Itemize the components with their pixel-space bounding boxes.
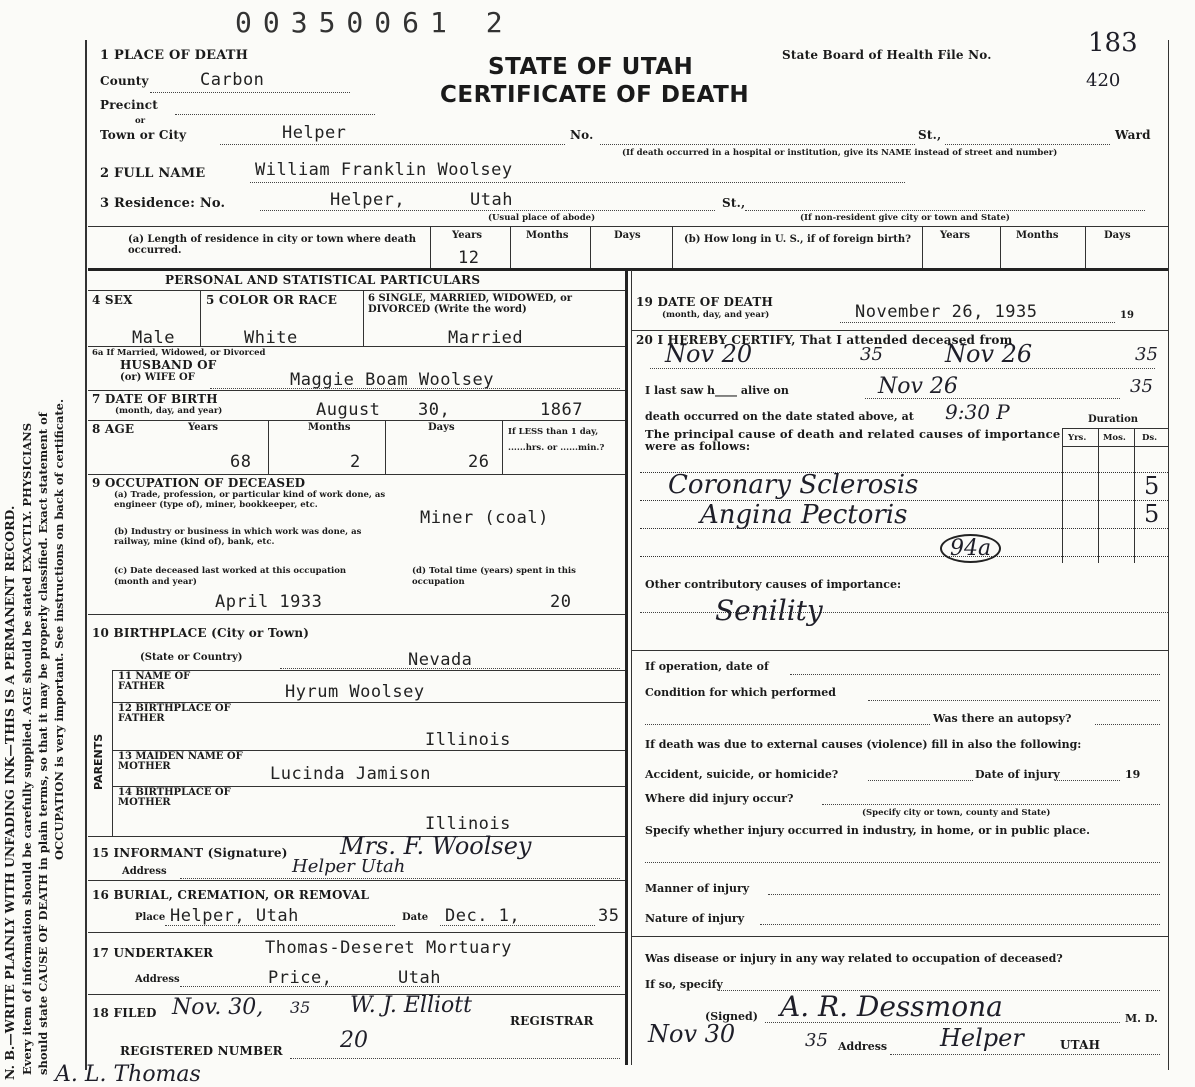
sidebar-line-1: N. B.—WRITE PLAINLY WITH UNFADING INK—THIS IS A PERMANENT RECORD. — [2, 505, 17, 1080]
signed-year: 35 — [805, 1030, 828, 1051]
state-title: STATE OF UTAH — [488, 54, 694, 80]
filed-year: 35 — [290, 998, 311, 1017]
burial-place-label: Place — [135, 912, 166, 923]
injury-where-label: Where did injury occur? — [645, 792, 794, 805]
informant-signature: Mrs. F. Woolsey — [340, 832, 532, 860]
reg-number-label: REGISTERED NUMBER — [120, 1044, 283, 1058]
attended-from-year: 35 — [860, 344, 883, 365]
burial-year-value: 35 — [598, 906, 620, 926]
dod-label: 19 DATE OF DEATH — [636, 295, 774, 309]
father-bp-value: Illinois — [425, 730, 511, 750]
us-days-label: Days — [1104, 230, 1131, 241]
undertaker-value: Thomas-Deseret Mortuary — [265, 938, 512, 958]
burial-place-value: Helper, Utah — [170, 906, 299, 926]
spouse-value: Maggie Boam Woolsey — [290, 370, 494, 390]
file-number-2: 420 — [1086, 70, 1121, 91]
burial-date-label: Date — [402, 912, 429, 923]
mos-label: Mos. — [1103, 433, 1126, 443]
county-label: County — [100, 74, 149, 88]
filed-label: 18 FILED — [92, 1006, 157, 1020]
md-label: M. D. — [1125, 1012, 1158, 1025]
duration-label: Duration — [1088, 414, 1139, 425]
signed-date: Nov 30 — [648, 1020, 736, 1048]
full-name-value: William Franklin Woolsey — [255, 160, 513, 180]
occupation-a: (a) Trade, profession, or particular kind of work done, as engineer (type of), miner, bookkeeper, etc. — [114, 490, 386, 510]
town-value: Helper — [282, 123, 347, 143]
mother-bp-value: Illinois — [425, 814, 511, 834]
undertaker-state: Utah — [398, 968, 441, 988]
full-name-label: 2 FULL NAME — [100, 166, 206, 181]
cause-2-days: 5 — [1144, 500, 1160, 528]
dod-suffix: 19 — [1120, 310, 1134, 321]
county-value: Carbon — [200, 70, 265, 90]
res-years-value: 12 — [458, 248, 480, 268]
occupation-d: (d) Total time (years) spent in this occupation — [412, 566, 576, 587]
informant-address: Helper Utah — [292, 856, 406, 877]
length-residence-label: (a) Length of residence in city or town where death occurred. — [128, 234, 417, 256]
res-days-label: Days — [614, 230, 641, 241]
file-label: State Board of Health File No. — [782, 48, 992, 62]
nonres-note: (If non-resident give city or town and State) — [800, 213, 1010, 223]
ward-label: Ward — [1115, 128, 1151, 142]
marital-value: Married — [448, 328, 524, 348]
reg-number-value: 20 — [340, 1028, 368, 1053]
informant-label: 15 INFORMANT (Signature) — [92, 846, 288, 860]
manner-label: Manner of injury — [645, 882, 750, 895]
injury-year: 19 — [1125, 768, 1141, 781]
mother-bp-label: 14 BIRTHPLACE OF MOTHER — [118, 787, 231, 808]
yrs-label: Yrs. — [1068, 433, 1087, 443]
mother-value: Lucinda Jamison — [270, 764, 432, 784]
sidebar-line-3: should state CAUSE OF DEATH in plain terms, so that it may be properly classified. Exact statement of — [36, 412, 50, 1075]
nature-label: Nature of injury — [645, 912, 745, 925]
dob-sub: (month, day, and year) — [115, 406, 223, 416]
undertaker-label: 17 UNDERTAKER — [92, 946, 214, 960]
death-time-value: 9:30 P — [945, 400, 1010, 424]
age-days-value: 26 — [468, 452, 490, 472]
attended-to-year: 35 — [1135, 344, 1158, 365]
cause-2: Angina Pectoris — [700, 500, 908, 530]
marital-label: 6 SINGLE, MARRIED, WIDOWED, or DIVORCED (Write the word) — [368, 293, 573, 315]
sidebar-line-4: OCCUPATION is very important. See instructions on back of certificate. — [52, 399, 66, 860]
ds-label: Ds. — [1142, 433, 1158, 443]
birthplace-label: 10 BIRTHPLACE (City or Town) — [92, 626, 310, 640]
cause-1: Coronary Sclerosis — [668, 470, 919, 500]
occupation-b: (b) Industry or business in which work was done, as railway, mine (kind of), bank, etc. — [114, 527, 362, 547]
age-less-label: If LESS than 1 day, ......hrs. or ......min.? — [508, 427, 605, 453]
injury-date-label: Date of injury — [975, 768, 1060, 781]
burial-date-value: Dec. 1, — [445, 906, 521, 926]
residence-city: Helper, — [330, 190, 406, 210]
residence-st-label: St., — [722, 196, 746, 210]
informant-address-label: Address — [122, 866, 167, 877]
file-number: 183 — [1088, 28, 1138, 58]
occupation-label: 9 OCCUPATION OF DECEASED — [92, 476, 306, 490]
attended-from: Nov 20 — [665, 340, 753, 368]
sidebar-line-2: Every item of information should be carefully supplied. AGE should be stated EXACTLY. PHYSICIANS — [20, 422, 34, 1075]
physician-address: Helper — [940, 1024, 1024, 1052]
external-label: If death was due to external causes (violence) fill in also the following: — [645, 738, 1082, 751]
spouse-label-2: HUSBAND OF — [120, 358, 217, 372]
other-causes-label: Other contributory causes of importance: — [645, 578, 902, 591]
spouse-label-1: 6a If Married, Widowed, or Divorced — [92, 348, 266, 358]
occupation-value: Miner (coal) — [420, 508, 549, 528]
cause-label: The principal cause of death and related causes of importance were as follows: — [645, 427, 1061, 453]
last-saw-label: I last saw h____ alive on — [645, 384, 789, 397]
occupational-label: Was disease or injury in any way related to occupation of deceased? — [645, 952, 1063, 965]
town-label: Town or City — [100, 128, 187, 142]
physician-address-label: Address — [838, 1040, 888, 1053]
usual-note: (Usual place of abode) — [488, 213, 596, 223]
sex-label: 4 SEX — [92, 293, 133, 307]
injury-where-note: (Specify city or town, county and State) — [862, 808, 1051, 818]
father-label: 11 NAME OF FATHER — [118, 671, 191, 692]
injury-type-label: Specify whether injury occurred in industry, in home, or in public place. — [645, 824, 1090, 837]
parents-label: PARENTS — [92, 733, 105, 790]
age-months-value: 2 — [350, 452, 361, 472]
last-saw-value: Nov 26 — [878, 374, 958, 399]
certificate-title: CERTIFICATE OF DEATH — [440, 82, 750, 108]
dob-label: 7 DATE OF BIRTH — [92, 392, 218, 406]
burial-label: 16 BURIAL, CREMATION, OR REMOVAL — [92, 888, 370, 902]
accident-label: Accident, suicide, or homicide? — [645, 768, 839, 781]
attended-to: Nov 26 — [945, 340, 1033, 368]
age-months-label: Months — [308, 422, 351, 433]
age-label: 8 AGE — [92, 422, 135, 436]
us-months-label: Months — [1016, 230, 1059, 241]
occupation-c: (c) Date deceased last worked at this occupation (month and year) — [114, 566, 347, 587]
dod-sub: (month, day, and year) — [662, 310, 770, 320]
dob-year: 1867 — [540, 400, 583, 420]
personal-header: PERSONAL AND STATISTICAL PARTICULARS — [165, 273, 481, 287]
sex-value: Male — [132, 328, 175, 348]
death-time-label: death occurred on the date stated above, at — [645, 410, 914, 423]
foreign-birth-label: (b) How long in U. S., if of foreign birth? — [684, 234, 911, 245]
autopsy-label: Was there an autopsy? — [933, 712, 1072, 725]
no-label: No. — [570, 128, 594, 142]
spouse-label-3: (or) WIFE OF — [120, 372, 195, 383]
residence-label: 3 Residence: No. — [100, 196, 226, 211]
dod-value: November 26, 1935 — [855, 302, 1038, 322]
place-note: (If death occurred in a hospital or institution, give its NAME instead of street and number) — [622, 148, 1058, 158]
serial-number: 00350061 2 — [235, 6, 514, 39]
father-bp-label: 12 BIRTHPLACE OF FATHER — [118, 703, 231, 724]
dob-month: August — [316, 400, 381, 420]
dob-day: 30, — [418, 400, 451, 420]
age-days-label: Days — [428, 422, 455, 433]
place-of-death-label: 1 PLACE OF DEATH — [100, 48, 249, 63]
cause-1-days: 5 — [1144, 472, 1160, 500]
res-years-label: Years — [452, 230, 483, 241]
birthplace-state-label: (State or Country) — [140, 652, 243, 663]
condition-label: Condition for which performed — [645, 686, 836, 699]
filed-date: Nov. 30, — [172, 995, 264, 1020]
other-causes-value: Senility — [715, 594, 823, 627]
father-value: Hyrum Woolsey — [285, 682, 425, 702]
age-years-value: 68 — [230, 452, 252, 472]
certify-label: 20 I HEREBY CERTIFY, That I attended deceased from — [636, 333, 1013, 347]
color-label: 5 COLOR OR RACE — [206, 293, 338, 307]
mother-label: 13 MAIDEN NAME OF MOTHER — [118, 751, 243, 772]
us-years-label: Years — [940, 230, 971, 241]
operation-label: If operation, date of — [645, 660, 769, 673]
undertaker-city: Price, — [268, 968, 333, 988]
registrar-label: REGISTRAR — [510, 1014, 594, 1028]
physician-state: UTAH — [1060, 1038, 1101, 1052]
birthplace-value: Nevada — [408, 650, 473, 670]
bottom-signature: A. L. Thomas — [55, 1062, 201, 1087]
physician-signature: A. R. Dessmona — [780, 990, 1003, 1023]
cause-code: 94a — [940, 534, 1001, 563]
signed-label: (Signed) — [705, 1010, 758, 1023]
residence-state: Utah — [470, 190, 513, 210]
age-years-label: Years — [188, 422, 219, 433]
or-label: or — [135, 116, 146, 126]
last-saw-year: 35 — [1130, 376, 1153, 397]
res-months-label: Months — [526, 230, 569, 241]
st-label: St., — [918, 128, 942, 142]
undertaker-address-label: Address — [135, 974, 180, 985]
precinct-label: Precinct — [100, 98, 159, 112]
registrar-signature: W. J. Elliott — [350, 993, 472, 1018]
specify-label: If so, specify — [645, 978, 723, 991]
total-time-value: 20 — [550, 592, 572, 612]
last-worked-value: April 1933 — [215, 592, 323, 612]
color-value: White — [244, 328, 298, 348]
